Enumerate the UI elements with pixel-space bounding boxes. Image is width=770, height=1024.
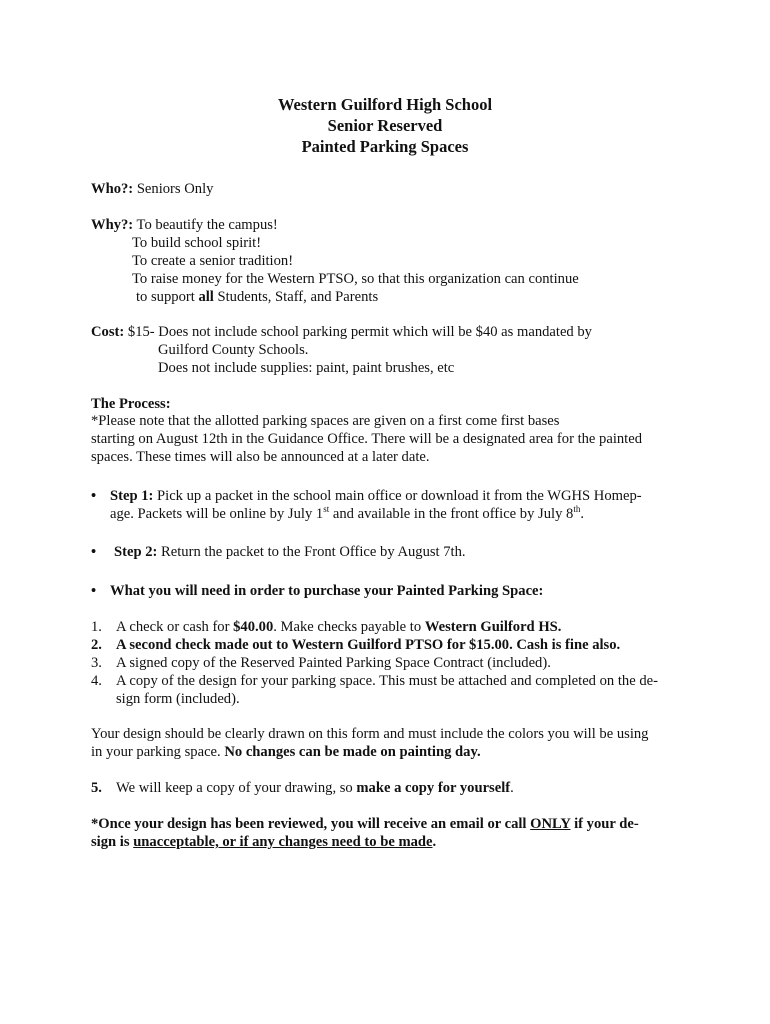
item4-text-2: sign form (included). [116, 691, 240, 707]
design-no-changes: No changes can be made on painting day. [224, 744, 481, 760]
step1-label: Step 1: [110, 488, 154, 504]
title-school: Western Guilford High School [277, 95, 493, 114]
step1-sup-th: th [573, 504, 581, 515]
item1-text [116, 618, 691, 636]
cost-line-1 [91, 323, 691, 341]
step1-text-2b: and available in the front office by July 8 [329, 506, 574, 522]
item2-number: 2. [91, 637, 102, 653]
final-only: ONLY [530, 816, 571, 832]
cost-text-3: Does not include supplies: paint, paint brushes, etc [158, 360, 455, 376]
item3-number: 3. [91, 655, 102, 671]
title-painted-parking: Painted Parking Spaces [301, 137, 469, 156]
why-text-4: To raise money for the Western PTSO, so that this organization can continue [132, 271, 579, 287]
process-text-2: starting on August 12th in the Guidance Office. There will be a designated area for the painted [91, 431, 643, 447]
item1-pre: A check or cash for [116, 619, 234, 635]
item2-text: A second check made out to Western Guilford PTSO for $15.00. Cash is fine also. [116, 637, 621, 653]
step1-line-2 [110, 505, 690, 523]
final-text-2b: . [432, 834, 437, 850]
step1-line-1 [110, 487, 690, 505]
why-text-1: To beautify the campus! [133, 217, 278, 233]
cost-text-2: Guilford County Schools. [158, 342, 309, 358]
process-text-3: spaces. These times will also be announced at a later date. [91, 449, 430, 465]
step1-sup-st: st [323, 504, 330, 515]
need-heading: What you will need in order to purchase your Painted Parking Space: [110, 583, 544, 599]
item5-bold: make a copy for yourself [356, 780, 511, 796]
title-senior-reserved: Senior Reserved [327, 116, 443, 135]
who-text: Seniors Only [133, 181, 214, 197]
step2-line [114, 543, 690, 561]
final-note-2 [91, 833, 691, 851]
cost-label: Cost: [91, 324, 125, 340]
item5-post: . [510, 780, 514, 796]
why-text-5 [136, 288, 696, 306]
final-text-2a: sign is [91, 834, 134, 850]
item4-text-1: A copy of the design for your parking space. This must be attached and completed on the de- [116, 673, 658, 689]
item5-num: 5. [91, 780, 102, 796]
why-text-5-bold: all [198, 289, 214, 305]
bullet-need: • [91, 583, 97, 599]
why-label: Why?: [91, 217, 134, 233]
item1-payee: Western Guilford HS. [424, 619, 562, 635]
item3-text: A signed copy of the Reserved Painted Parking Space Contract (included). [116, 655, 551, 671]
design-text-2: in your parking space. [91, 744, 225, 760]
final-text-1a: *Once your design has been reviewed, you will receive an email or call [91, 816, 531, 832]
why-text-2: To build school spirit! [132, 235, 262, 251]
step1-text-1: Pick up a packet in the school main office or download it from the WGHS Homep- [153, 488, 642, 504]
step2-text: Return the packet to the Front Office by August 7th. [157, 544, 466, 560]
cost-text-1: $15- Does not include school parking permit which will be $40 as mandated by [124, 324, 592, 340]
design-text-1: Your design should be clearly drawn on this form and must include the colors you will be using [91, 726, 649, 742]
why-text-5-post: Students, Staff, and Parents [213, 289, 379, 305]
why-line-1 [91, 216, 691, 234]
step1-text-2a: age. Packets will be online by July 1 [110, 506, 324, 522]
bullet-step2: • [91, 544, 97, 560]
final-note-1 [91, 815, 691, 833]
item1-number: 1. [91, 619, 102, 635]
final-text-1b: if your de- [570, 816, 639, 832]
item1-mid: . Make checks payable to [273, 619, 425, 635]
step2-label: Step 2: [114, 544, 158, 560]
item5-text [116, 779, 691, 797]
design-line-2 [91, 743, 691, 761]
who-label: Who?: [91, 181, 134, 197]
final-unacceptable: unacceptable, or if any changes need to be made [133, 834, 433, 850]
process-heading: The Process: [91, 396, 171, 412]
who-line [91, 180, 691, 198]
why-text-3: To create a senior tradition! [132, 253, 294, 269]
step1-text-2c: . [580, 506, 584, 522]
item5-pre: We will keep a copy of your drawing, so [116, 780, 357, 796]
process-text-1: *Please note that the allotted parking spaces are given on a first come first bases [91, 413, 560, 429]
item5-number [91, 779, 113, 797]
why-text-5-pre: to support [136, 289, 199, 305]
bullet-step1: • [91, 488, 97, 504]
item1-amount: $40.00 [233, 619, 274, 635]
item4-number: 4. [91, 673, 102, 689]
